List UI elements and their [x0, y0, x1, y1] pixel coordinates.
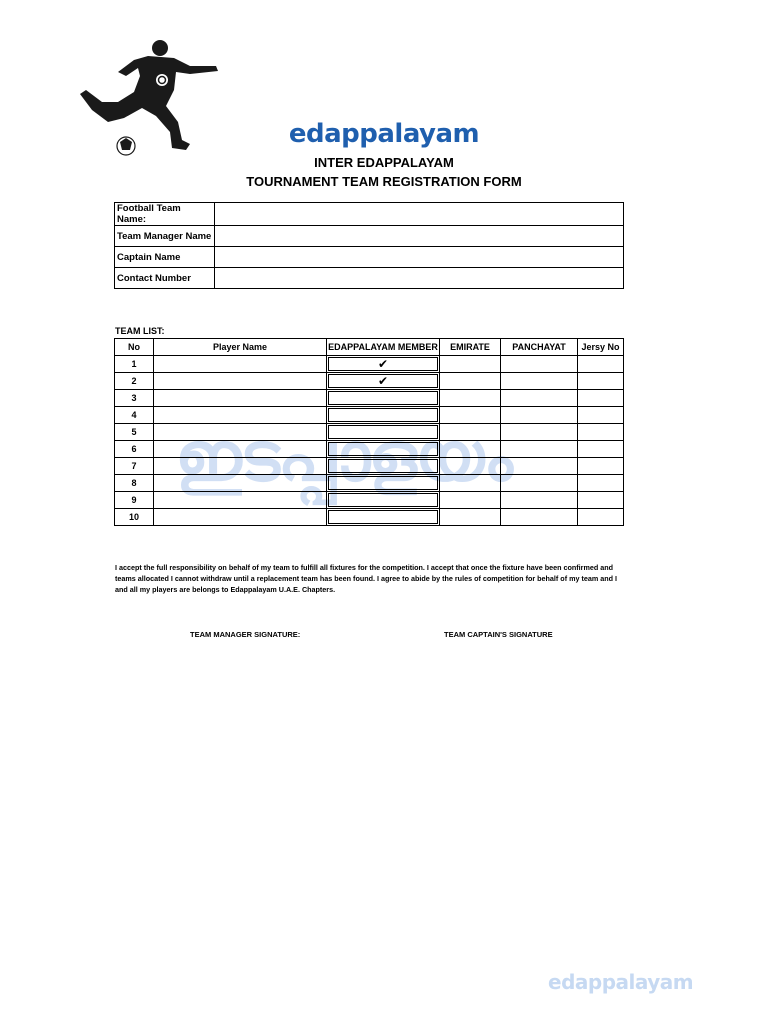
member-cell[interactable]	[327, 424, 440, 441]
member-checkbox[interactable]: ✔	[328, 357, 438, 371]
footer-brand-logo: edappalayam	[548, 970, 694, 994]
jersy-no-cell[interactable]	[578, 475, 624, 492]
team-row	[115, 373, 624, 390]
jersy-no-cell[interactable]	[578, 509, 624, 526]
row-number: 4	[115, 407, 154, 424]
player-name-cell[interactable]	[154, 373, 327, 390]
emirate-cell[interactable]	[440, 441, 501, 458]
player-name-cell[interactable]	[154, 458, 327, 475]
captain-name-field[interactable]	[215, 247, 624, 268]
panchayat-cell[interactable]	[501, 458, 578, 475]
captain-signature-label: TEAM CAPTAIN'S SIGNATURE	[444, 630, 553, 639]
member-cell[interactable]	[327, 356, 440, 373]
member-cell[interactable]	[327, 475, 440, 492]
player-name-cell[interactable]	[154, 356, 327, 373]
emirate-cell[interactable]	[440, 373, 501, 390]
member-cell[interactable]	[327, 390, 440, 407]
row-number: 7	[115, 458, 154, 475]
manager-name-label: Team Manager Name	[115, 226, 215, 247]
team-row	[115, 441, 624, 458]
info-row-captain-name	[115, 247, 624, 268]
team-row	[115, 509, 624, 526]
brand-logo-text: edappalayam	[288, 119, 480, 149]
member-cell[interactable]	[327, 492, 440, 509]
team-name-label: Football Team Name:	[115, 203, 215, 226]
panchayat-cell[interactable]	[501, 475, 578, 492]
info-row-contact-number	[115, 268, 624, 289]
panchayat-cell[interactable]	[501, 492, 578, 509]
member-checkbox[interactable]	[328, 391, 438, 405]
team-name-field[interactable]	[215, 203, 624, 226]
player-name-cell[interactable]	[154, 492, 327, 509]
team-row	[115, 407, 624, 424]
team-row	[115, 356, 624, 373]
row-number: 2	[115, 373, 154, 390]
member-checkbox[interactable]	[328, 510, 438, 524]
team-row	[115, 390, 624, 407]
info-row-manager-name	[115, 226, 624, 247]
jersy-no-cell[interactable]	[578, 424, 624, 441]
row-number: 6	[115, 441, 154, 458]
row-number: 1	[115, 356, 154, 373]
member-cell[interactable]	[327, 441, 440, 458]
player-name-cell[interactable]	[154, 509, 327, 526]
member-checkbox[interactable]	[328, 442, 438, 456]
emirate-cell[interactable]	[440, 475, 501, 492]
player-name-cell[interactable]	[154, 407, 327, 424]
row-number: 8	[115, 475, 154, 492]
contact-number-label: Contact Number	[115, 268, 215, 289]
emirate-cell[interactable]	[440, 356, 501, 373]
form-heading-organizer: INTER EDAPPALAYAM	[314, 155, 454, 170]
col-header-player-name: Player Name	[154, 339, 327, 356]
jersy-no-cell[interactable]	[578, 458, 624, 475]
team-table-header	[115, 339, 624, 356]
team-info-table	[114, 202, 624, 289]
panchayat-cell[interactable]	[501, 424, 578, 441]
manager-signature-label: TEAM MANAGER SIGNATURE:	[190, 630, 301, 639]
team-row	[115, 424, 624, 441]
col-header-emirate: EMIRATE	[440, 339, 501, 356]
member-cell[interactable]	[327, 407, 440, 424]
member-cell[interactable]	[327, 373, 440, 390]
player-name-cell[interactable]	[154, 441, 327, 458]
emirate-cell[interactable]	[440, 390, 501, 407]
row-number: 3	[115, 390, 154, 407]
jersy-no-cell[interactable]	[578, 407, 624, 424]
jersy-no-cell[interactable]	[578, 373, 624, 390]
player-name-cell[interactable]	[154, 475, 327, 492]
player-name-cell[interactable]	[154, 424, 327, 441]
panchayat-cell[interactable]	[501, 407, 578, 424]
jersy-no-cell[interactable]	[578, 441, 624, 458]
jersy-no-cell[interactable]	[578, 356, 624, 373]
panchayat-cell[interactable]	[501, 441, 578, 458]
row-number: 10	[115, 509, 154, 526]
panchayat-cell[interactable]	[501, 390, 578, 407]
row-number: 5	[115, 424, 154, 441]
info-row-team-name	[115, 203, 624, 226]
emirate-cell[interactable]	[440, 424, 501, 441]
declaration-text: I accept the full responsibility on behalf of my team to fulfill all fixtures for the competition. I accept that once the fixture have been confirmed and teams allocated I cannot withdraw until a replacement team has been found. I agree to abide by the rules of competition for behalf of my team and I and all my players are belongs to Edappalayam U.A.E. Chapters.	[115, 563, 618, 594]
player-name-cell[interactable]	[154, 390, 327, 407]
panchayat-cell[interactable]	[501, 509, 578, 526]
member-checkbox[interactable]	[328, 493, 438, 507]
col-header-jersy-no: Jersy No	[578, 339, 624, 356]
row-number: 9	[115, 492, 154, 509]
emirate-cell[interactable]	[440, 492, 501, 509]
manager-name-field[interactable]	[215, 226, 624, 247]
emirate-cell[interactable]	[440, 407, 501, 424]
panchayat-cell[interactable]	[501, 356, 578, 373]
emirate-cell[interactable]	[440, 458, 501, 475]
team-row	[115, 458, 624, 475]
contact-number-field[interactable]	[215, 268, 624, 289]
member-checkbox[interactable]	[328, 425, 438, 439]
malayalam-watermark: ഇടപ്പാളയം	[175, 418, 511, 497]
member-cell[interactable]	[327, 458, 440, 475]
team-row	[115, 475, 624, 492]
member-checkbox[interactable]	[328, 476, 438, 490]
col-header-no: No	[115, 339, 154, 356]
captain-name-label: Captain Name	[115, 247, 215, 268]
member-checkbox[interactable]: ✔	[328, 374, 438, 388]
col-header-panchayat: PANCHAYAT	[501, 339, 578, 356]
jersy-no-cell[interactable]	[578, 492, 624, 509]
member-checkbox[interactable]	[328, 408, 438, 422]
jersy-no-cell[interactable]	[578, 390, 624, 407]
form-heading-title: TOURNAMENT TEAM REGISTRATION FORM	[246, 174, 522, 189]
col-header-member: EDAPPALAYAM MEMBER	[327, 339, 440, 356]
member-cell[interactable]	[327, 509, 440, 526]
team-list-table	[114, 338, 624, 526]
team-list-label: TEAM LIST:	[115, 326, 165, 336]
team-row	[115, 492, 624, 509]
member-checkbox[interactable]	[328, 459, 438, 473]
panchayat-cell[interactable]	[501, 373, 578, 390]
emirate-cell[interactable]	[440, 509, 501, 526]
